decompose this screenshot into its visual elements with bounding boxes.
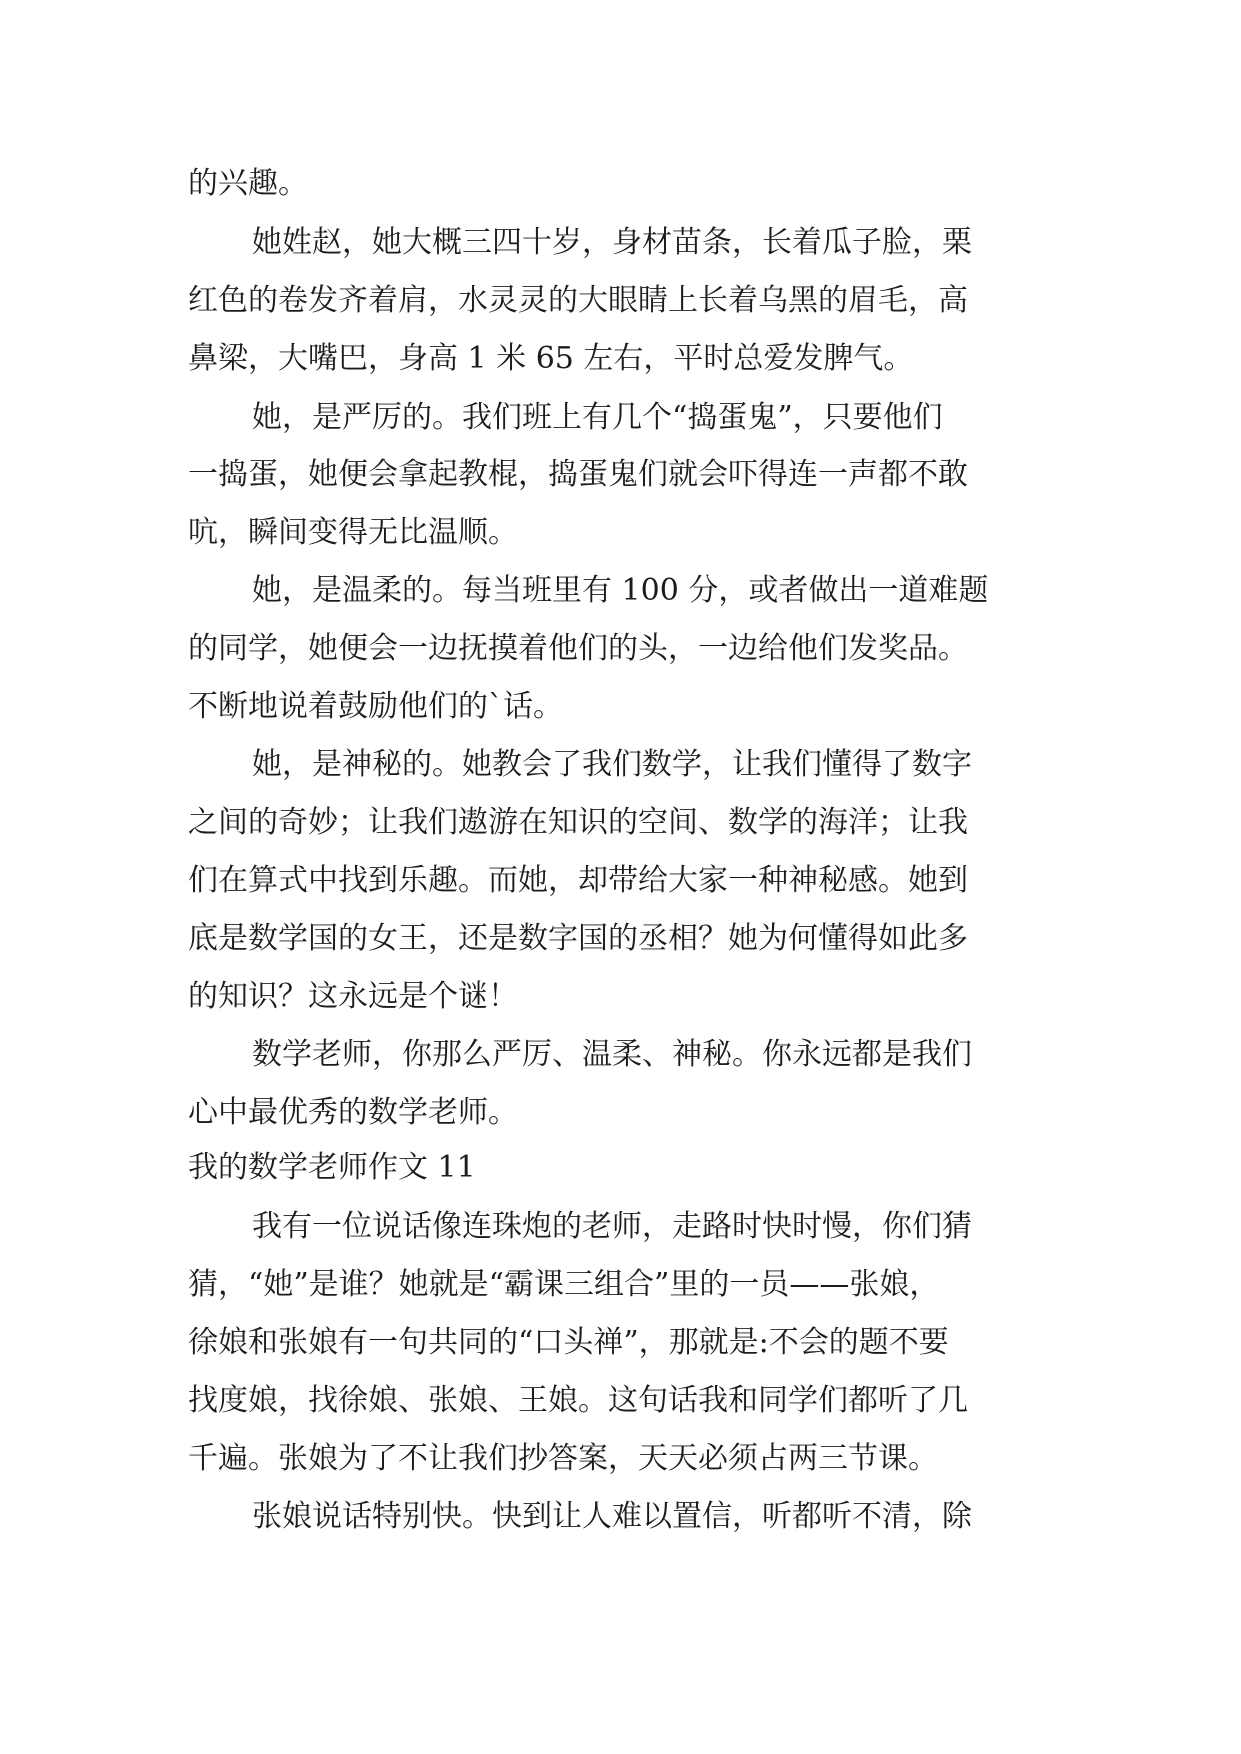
text-line: 吭，瞬间变得无比温顺。 xyxy=(188,515,518,550)
text-line: 底是数学国的女王，还是数字国的丞相？她为何懂得如此多 xyxy=(188,921,968,956)
text-line: 心中最优秀的数学老师。 xyxy=(188,1095,518,1130)
text-line: 的知识？这永远是个谜！ xyxy=(188,979,518,1014)
paragraph-first-line: 她，是温柔的。每当班里有 100 分，或者做出一道难题 xyxy=(252,573,989,608)
text-line: 的同学，她便会一边抚摸着他们的头，一边给他们发奖品。 xyxy=(188,631,968,666)
paragraph-first-line: 张娘说话特别快。快到让人难以置信，听都听不清，除 xyxy=(252,1499,972,1534)
text-line: 一捣蛋，她便会拿起教棍，捣蛋鬼们就会吓得连一声都不敢 xyxy=(188,457,968,492)
paragraph-first-line: 数学老师，你那么严厉、温柔、神秘。你永远都是我们 xyxy=(252,1037,972,1072)
text-line: 不断地说着鼓励他们的`话。 xyxy=(188,689,563,724)
section-heading: 我的数学老师作文 11 xyxy=(188,1150,476,1185)
paragraph-first-line: 她，是严厉的。我们班上有几个“捣蛋鬼”，只要他们 xyxy=(252,400,943,435)
text-line: 徐娘和张娘有一句共同的“口头禅”，那就是:不会的题不要 xyxy=(188,1325,949,1360)
text-line: 的兴趣。 xyxy=(188,166,308,201)
text-line: 猜，“她”是谁？她就是“霸课三组合”里的一员——张娘， xyxy=(188,1267,940,1302)
text-line: 千遍。张娘为了不让我们抄答案，天天必须占两三节课。 xyxy=(188,1441,938,1476)
text-line: 们在算式中找到乐趣。而她，却带给大家一种神秘感。她到 xyxy=(188,863,968,898)
text-line: 找度娘，找徐娘、张娘、王娘。这句话我和同学们都听了几 xyxy=(188,1383,968,1418)
paragraph-first-line: 她，是神秘的。她教会了我们数学，让我们懂得了数字 xyxy=(252,747,972,782)
text-line: 鼻梁，大嘴巴，身高 1 米 65 左右，平时总爱发脾气。 xyxy=(188,341,914,376)
paragraph-first-line: 她姓赵，她大概三四十岁，身材苗条，长着瓜子脸，栗 xyxy=(252,225,972,260)
text-line: 红色的卷发齐着肩，水灵灵的大眼睛上长着乌黑的眉毛，高 xyxy=(188,283,968,318)
text-line: 之间的奇妙；让我们遨游在知识的空间、数学的海洋；让我 xyxy=(188,805,968,840)
paragraph-first-line: 我有一位说话像连珠炮的老师，走路时快时慢，你们猜 xyxy=(252,1209,972,1244)
